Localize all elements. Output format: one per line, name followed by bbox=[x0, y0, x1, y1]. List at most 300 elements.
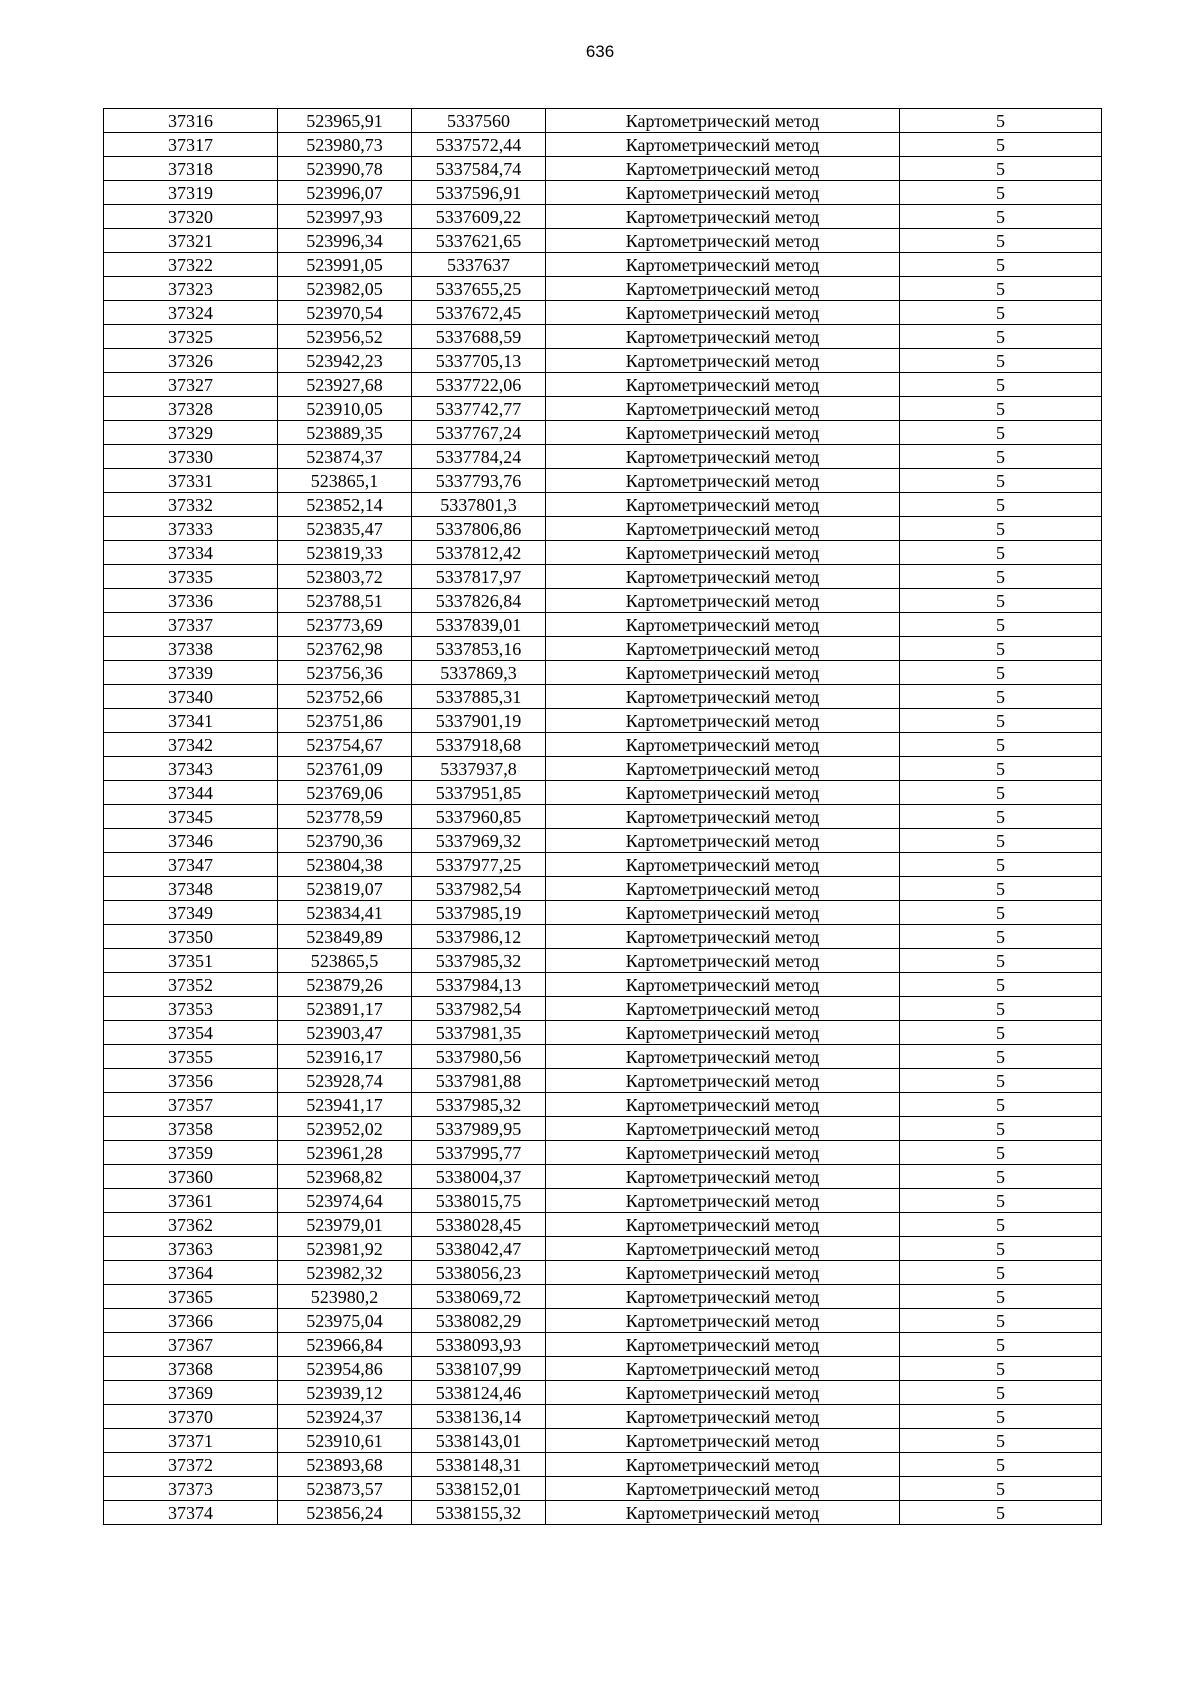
table-row bbox=[104, 1381, 1102, 1405]
y-coordinate-cell: 5337977,25 bbox=[412, 853, 546, 877]
point-number-cell: 37359 bbox=[104, 1141, 278, 1165]
accuracy-cell: 5 bbox=[900, 1381, 1102, 1405]
accuracy-cell: 5 bbox=[900, 565, 1102, 589]
table-row bbox=[104, 109, 1102, 133]
x-coordinate-cell: 523790,36 bbox=[278, 829, 412, 853]
y-coordinate-cell: 5337609,22 bbox=[412, 205, 546, 229]
accuracy-cell: 5 bbox=[900, 589, 1102, 613]
x-coordinate-cell: 523982,32 bbox=[278, 1261, 412, 1285]
y-coordinate-cell: 5338069,72 bbox=[412, 1285, 546, 1309]
method-cell: Картометрический метод bbox=[546, 877, 900, 901]
y-coordinate-cell: 5337984,13 bbox=[412, 973, 546, 997]
point-number-cell: 37331 bbox=[104, 469, 278, 493]
point-number-cell: 37366 bbox=[104, 1309, 278, 1333]
x-coordinate-cell: 523968,82 bbox=[278, 1165, 412, 1189]
y-coordinate-cell: 5337982,54 bbox=[412, 997, 546, 1021]
method-cell: Картометрический метод bbox=[546, 157, 900, 181]
accuracy-cell: 5 bbox=[900, 901, 1102, 925]
table-row bbox=[104, 1045, 1102, 1069]
accuracy-cell: 5 bbox=[900, 253, 1102, 277]
table-row bbox=[104, 301, 1102, 325]
point-number-cell: 37339 bbox=[104, 661, 278, 685]
table-row bbox=[104, 925, 1102, 949]
accuracy-cell: 5 bbox=[900, 1261, 1102, 1285]
accuracy-cell: 5 bbox=[900, 181, 1102, 205]
y-coordinate-cell: 5337885,31 bbox=[412, 685, 546, 709]
point-number-cell: 37327 bbox=[104, 373, 278, 397]
table-row bbox=[104, 1165, 1102, 1189]
method-cell: Картометрический метод bbox=[546, 421, 900, 445]
accuracy-cell: 5 bbox=[900, 301, 1102, 325]
table-row bbox=[104, 949, 1102, 973]
point-number-cell: 37356 bbox=[104, 1069, 278, 1093]
point-number-cell: 37346 bbox=[104, 829, 278, 853]
table-row bbox=[104, 1309, 1102, 1333]
accuracy-cell: 5 bbox=[900, 1069, 1102, 1093]
method-cell: Картометрический метод bbox=[546, 1117, 900, 1141]
method-cell: Картометрический метод bbox=[546, 1285, 900, 1309]
table-row bbox=[104, 901, 1102, 925]
x-coordinate-cell: 523762,98 bbox=[278, 637, 412, 661]
accuracy-cell: 5 bbox=[900, 493, 1102, 517]
table-row bbox=[104, 133, 1102, 157]
table-row bbox=[104, 1189, 1102, 1213]
x-coordinate-cell: 523819,07 bbox=[278, 877, 412, 901]
accuracy-cell: 5 bbox=[900, 1333, 1102, 1357]
coordinates-table bbox=[103, 108, 1102, 1525]
method-cell: Картометрический метод bbox=[546, 901, 900, 925]
table-row bbox=[104, 973, 1102, 997]
y-coordinate-cell: 5337801,3 bbox=[412, 493, 546, 517]
accuracy-cell: 5 bbox=[900, 421, 1102, 445]
x-coordinate-cell: 523769,06 bbox=[278, 781, 412, 805]
point-number-cell: 37322 bbox=[104, 253, 278, 277]
y-coordinate-cell: 5337688,59 bbox=[412, 325, 546, 349]
table-row bbox=[104, 445, 1102, 469]
method-cell: Картометрический метод bbox=[546, 1021, 900, 1045]
x-coordinate-cell: 523970,54 bbox=[278, 301, 412, 325]
method-cell: Картометрический метод bbox=[546, 229, 900, 253]
table-row bbox=[104, 1261, 1102, 1285]
accuracy-cell: 5 bbox=[900, 157, 1102, 181]
x-coordinate-cell: 523834,41 bbox=[278, 901, 412, 925]
point-number-cell: 37324 bbox=[104, 301, 278, 325]
point-number-cell: 37351 bbox=[104, 949, 278, 973]
point-number-cell: 37332 bbox=[104, 493, 278, 517]
method-cell: Картометрический метод bbox=[546, 733, 900, 757]
y-coordinate-cell: 5338093,93 bbox=[412, 1333, 546, 1357]
accuracy-cell: 5 bbox=[900, 133, 1102, 157]
point-number-cell: 37326 bbox=[104, 349, 278, 373]
table-row bbox=[104, 997, 1102, 1021]
method-cell: Картометрический метод bbox=[546, 205, 900, 229]
method-cell: Картометрический метод bbox=[546, 565, 900, 589]
accuracy-cell: 5 bbox=[900, 781, 1102, 805]
method-cell: Картометрический метод bbox=[546, 1453, 900, 1477]
accuracy-cell: 5 bbox=[900, 949, 1102, 973]
x-coordinate-cell: 523981,92 bbox=[278, 1237, 412, 1261]
table-row bbox=[104, 421, 1102, 445]
x-coordinate-cell: 523754,67 bbox=[278, 733, 412, 757]
table-row bbox=[104, 1021, 1102, 1045]
y-coordinate-cell: 5337767,24 bbox=[412, 421, 546, 445]
y-coordinate-cell: 5337621,65 bbox=[412, 229, 546, 253]
accuracy-cell: 5 bbox=[900, 1045, 1102, 1069]
y-coordinate-cell: 5337995,77 bbox=[412, 1141, 546, 1165]
y-coordinate-cell: 5337793,76 bbox=[412, 469, 546, 493]
method-cell: Картометрический метод bbox=[546, 109, 900, 133]
x-coordinate-cell: 523865,1 bbox=[278, 469, 412, 493]
x-coordinate-cell: 523835,47 bbox=[278, 517, 412, 541]
x-coordinate-cell: 523991,05 bbox=[278, 253, 412, 277]
y-coordinate-cell: 5337937,8 bbox=[412, 757, 546, 781]
table-row bbox=[104, 853, 1102, 877]
table-row bbox=[104, 757, 1102, 781]
x-coordinate-cell: 523856,24 bbox=[278, 1501, 412, 1525]
y-coordinate-cell: 5338124,46 bbox=[412, 1381, 546, 1405]
y-coordinate-cell: 5338148,31 bbox=[412, 1453, 546, 1477]
y-coordinate-cell: 5337722,06 bbox=[412, 373, 546, 397]
y-coordinate-cell: 5337982,54 bbox=[412, 877, 546, 901]
table-row bbox=[104, 1237, 1102, 1261]
point-number-cell: 37344 bbox=[104, 781, 278, 805]
accuracy-cell: 5 bbox=[900, 1453, 1102, 1477]
table-row bbox=[104, 637, 1102, 661]
accuracy-cell: 5 bbox=[900, 853, 1102, 877]
accuracy-cell: 5 bbox=[900, 373, 1102, 397]
accuracy-cell: 5 bbox=[900, 1189, 1102, 1213]
method-cell: Картометрический метод bbox=[546, 1093, 900, 1117]
y-coordinate-cell: 5338015,75 bbox=[412, 1189, 546, 1213]
table-row bbox=[104, 469, 1102, 493]
method-cell: Картометрический метод bbox=[546, 1429, 900, 1453]
method-cell: Картометрический метод bbox=[546, 997, 900, 1021]
x-coordinate-cell: 523773,69 bbox=[278, 613, 412, 637]
table-row bbox=[104, 397, 1102, 421]
method-cell: Картометрический метод bbox=[546, 925, 900, 949]
point-number-cell: 37347 bbox=[104, 853, 278, 877]
x-coordinate-cell: 523980,73 bbox=[278, 133, 412, 157]
table-row bbox=[104, 1117, 1102, 1141]
method-cell: Картометрический метод bbox=[546, 301, 900, 325]
accuracy-cell: 5 bbox=[900, 517, 1102, 541]
point-number-cell: 37367 bbox=[104, 1333, 278, 1357]
x-coordinate-cell: 523927,68 bbox=[278, 373, 412, 397]
accuracy-cell: 5 bbox=[900, 733, 1102, 757]
x-coordinate-cell: 523961,28 bbox=[278, 1141, 412, 1165]
x-coordinate-cell: 523874,37 bbox=[278, 445, 412, 469]
point-number-cell: 37352 bbox=[104, 973, 278, 997]
table-row bbox=[104, 541, 1102, 565]
method-cell: Картометрический метод bbox=[546, 1477, 900, 1501]
accuracy-cell: 5 bbox=[900, 1405, 1102, 1429]
x-coordinate-cell: 523788,51 bbox=[278, 589, 412, 613]
method-cell: Картометрический метод bbox=[546, 1405, 900, 1429]
x-coordinate-cell: 523910,05 bbox=[278, 397, 412, 421]
accuracy-cell: 5 bbox=[900, 829, 1102, 853]
table-row bbox=[104, 781, 1102, 805]
y-coordinate-cell: 5337981,35 bbox=[412, 1021, 546, 1045]
method-cell: Картометрический метод bbox=[546, 781, 900, 805]
accuracy-cell: 5 bbox=[900, 661, 1102, 685]
table-row bbox=[104, 181, 1102, 205]
point-number-cell: 37328 bbox=[104, 397, 278, 421]
point-number-cell: 37374 bbox=[104, 1501, 278, 1525]
y-coordinate-cell: 5337980,56 bbox=[412, 1045, 546, 1069]
point-number-cell: 37330 bbox=[104, 445, 278, 469]
y-coordinate-cell: 5337812,42 bbox=[412, 541, 546, 565]
y-coordinate-cell: 5338155,32 bbox=[412, 1501, 546, 1525]
x-coordinate-cell: 523804,38 bbox=[278, 853, 412, 877]
y-coordinate-cell: 5337901,19 bbox=[412, 709, 546, 733]
x-coordinate-cell: 523965,91 bbox=[278, 109, 412, 133]
point-number-cell: 37370 bbox=[104, 1405, 278, 1429]
y-coordinate-cell: 5337839,01 bbox=[412, 613, 546, 637]
y-coordinate-cell: 5337742,77 bbox=[412, 397, 546, 421]
table-row bbox=[104, 517, 1102, 541]
accuracy-cell: 5 bbox=[900, 1165, 1102, 1189]
method-cell: Картометрический метод bbox=[546, 1357, 900, 1381]
method-cell: Картометрический метод bbox=[546, 1189, 900, 1213]
accuracy-cell: 5 bbox=[900, 1309, 1102, 1333]
accuracy-cell: 5 bbox=[900, 997, 1102, 1021]
method-cell: Картометрический метод bbox=[546, 133, 900, 157]
y-coordinate-cell: 5338042,47 bbox=[412, 1237, 546, 1261]
x-coordinate-cell: 523849,89 bbox=[278, 925, 412, 949]
coordinates-table-body bbox=[104, 109, 1102, 1525]
table-row bbox=[104, 205, 1102, 229]
accuracy-cell: 5 bbox=[900, 1501, 1102, 1525]
method-cell: Картометрический метод bbox=[546, 349, 900, 373]
x-coordinate-cell: 523996,07 bbox=[278, 181, 412, 205]
point-number-cell: 37340 bbox=[104, 685, 278, 709]
accuracy-cell: 5 bbox=[900, 469, 1102, 493]
table-row bbox=[104, 733, 1102, 757]
accuracy-cell: 5 bbox=[900, 1117, 1102, 1141]
method-cell: Картометрический метод bbox=[546, 949, 900, 973]
method-cell: Картометрический метод bbox=[546, 829, 900, 853]
y-coordinate-cell: 5337989,95 bbox=[412, 1117, 546, 1141]
method-cell: Картометрический метод bbox=[546, 397, 900, 421]
x-coordinate-cell: 523974,64 bbox=[278, 1189, 412, 1213]
table-row bbox=[104, 325, 1102, 349]
method-cell: Картометрический метод bbox=[546, 373, 900, 397]
point-number-cell: 37320 bbox=[104, 205, 278, 229]
method-cell: Картометрический метод bbox=[546, 445, 900, 469]
y-coordinate-cell: 5337960,85 bbox=[412, 805, 546, 829]
point-number-cell: 37348 bbox=[104, 877, 278, 901]
x-coordinate-cell: 523903,47 bbox=[278, 1021, 412, 1045]
x-coordinate-cell: 523761,09 bbox=[278, 757, 412, 781]
y-coordinate-cell: 5338107,99 bbox=[412, 1357, 546, 1381]
method-cell: Картометрический метод bbox=[546, 589, 900, 613]
accuracy-cell: 5 bbox=[900, 397, 1102, 421]
accuracy-cell: 5 bbox=[900, 1477, 1102, 1501]
y-coordinate-cell: 5338136,14 bbox=[412, 1405, 546, 1429]
method-cell: Картометрический метод bbox=[546, 1045, 900, 1069]
table-row bbox=[104, 277, 1102, 301]
method-cell: Картометрический метод bbox=[546, 517, 900, 541]
x-coordinate-cell: 523996,34 bbox=[278, 229, 412, 253]
accuracy-cell: 5 bbox=[900, 1093, 1102, 1117]
accuracy-cell: 5 bbox=[900, 877, 1102, 901]
y-coordinate-cell: 5337637 bbox=[412, 253, 546, 277]
method-cell: Картометрический метод bbox=[546, 325, 900, 349]
x-coordinate-cell: 523928,74 bbox=[278, 1069, 412, 1093]
point-number-cell: 37364 bbox=[104, 1261, 278, 1285]
accuracy-cell: 5 bbox=[900, 1429, 1102, 1453]
y-coordinate-cell: 5337572,44 bbox=[412, 133, 546, 157]
method-cell: Картометрический метод bbox=[546, 853, 900, 877]
y-coordinate-cell: 5337826,84 bbox=[412, 589, 546, 613]
x-coordinate-cell: 523941,17 bbox=[278, 1093, 412, 1117]
x-coordinate-cell: 523891,17 bbox=[278, 997, 412, 1021]
x-coordinate-cell: 523924,37 bbox=[278, 1405, 412, 1429]
point-number-cell: 37372 bbox=[104, 1453, 278, 1477]
method-cell: Картометрический метод bbox=[546, 1381, 900, 1405]
point-number-cell: 37343 bbox=[104, 757, 278, 781]
y-coordinate-cell: 5337817,97 bbox=[412, 565, 546, 589]
table-row bbox=[104, 1357, 1102, 1381]
table-row bbox=[104, 661, 1102, 685]
table-row bbox=[104, 1405, 1102, 1429]
table-row bbox=[104, 253, 1102, 277]
y-coordinate-cell: 5337985,32 bbox=[412, 1093, 546, 1117]
point-number-cell: 37319 bbox=[104, 181, 278, 205]
x-coordinate-cell: 523756,36 bbox=[278, 661, 412, 685]
table-row bbox=[104, 157, 1102, 181]
y-coordinate-cell: 5338028,45 bbox=[412, 1213, 546, 1237]
point-number-cell: 37360 bbox=[104, 1165, 278, 1189]
method-cell: Картометрический метод bbox=[546, 1141, 900, 1165]
table-row bbox=[104, 709, 1102, 733]
accuracy-cell: 5 bbox=[900, 1357, 1102, 1381]
point-number-cell: 37321 bbox=[104, 229, 278, 253]
accuracy-cell: 5 bbox=[900, 1213, 1102, 1237]
table-row bbox=[104, 1429, 1102, 1453]
x-coordinate-cell: 523942,23 bbox=[278, 349, 412, 373]
x-coordinate-cell: 523980,2 bbox=[278, 1285, 412, 1309]
table-row bbox=[104, 373, 1102, 397]
method-cell: Картометрический метод bbox=[546, 685, 900, 709]
accuracy-cell: 5 bbox=[900, 205, 1102, 229]
x-coordinate-cell: 523889,35 bbox=[278, 421, 412, 445]
accuracy-cell: 5 bbox=[900, 349, 1102, 373]
y-coordinate-cell: 5338152,01 bbox=[412, 1477, 546, 1501]
accuracy-cell: 5 bbox=[900, 757, 1102, 781]
accuracy-cell: 5 bbox=[900, 1285, 1102, 1309]
y-coordinate-cell: 5337981,88 bbox=[412, 1069, 546, 1093]
point-number-cell: 37318 bbox=[104, 157, 278, 181]
method-cell: Картометрический метод bbox=[546, 253, 900, 277]
accuracy-cell: 5 bbox=[900, 805, 1102, 829]
point-number-cell: 37363 bbox=[104, 1237, 278, 1261]
point-number-cell: 37369 bbox=[104, 1381, 278, 1405]
table-row bbox=[104, 685, 1102, 709]
accuracy-cell: 5 bbox=[900, 973, 1102, 997]
x-coordinate-cell: 523865,5 bbox=[278, 949, 412, 973]
table-row bbox=[104, 1453, 1102, 1477]
accuracy-cell: 5 bbox=[900, 1021, 1102, 1045]
point-number-cell: 37358 bbox=[104, 1117, 278, 1141]
method-cell: Картометрический метод bbox=[546, 469, 900, 493]
point-number-cell: 37335 bbox=[104, 565, 278, 589]
x-coordinate-cell: 523979,01 bbox=[278, 1213, 412, 1237]
y-coordinate-cell: 5337985,19 bbox=[412, 901, 546, 925]
accuracy-cell: 5 bbox=[900, 1141, 1102, 1165]
method-cell: Картометрический метод bbox=[546, 1237, 900, 1261]
method-cell: Картометрический метод bbox=[546, 493, 900, 517]
x-coordinate-cell: 523956,52 bbox=[278, 325, 412, 349]
point-number-cell: 37334 bbox=[104, 541, 278, 565]
table-row bbox=[104, 613, 1102, 637]
accuracy-cell: 5 bbox=[900, 709, 1102, 733]
y-coordinate-cell: 5337806,86 bbox=[412, 517, 546, 541]
y-coordinate-cell: 5337584,74 bbox=[412, 157, 546, 181]
point-number-cell: 37342 bbox=[104, 733, 278, 757]
point-number-cell: 37317 bbox=[104, 133, 278, 157]
accuracy-cell: 5 bbox=[900, 277, 1102, 301]
x-coordinate-cell: 523852,14 bbox=[278, 493, 412, 517]
method-cell: Картометрический метод bbox=[546, 181, 900, 205]
y-coordinate-cell: 5337969,32 bbox=[412, 829, 546, 853]
x-coordinate-cell: 523910,61 bbox=[278, 1429, 412, 1453]
point-number-cell: 37341 bbox=[104, 709, 278, 733]
y-coordinate-cell: 5338004,37 bbox=[412, 1165, 546, 1189]
table-row bbox=[104, 877, 1102, 901]
table-row bbox=[104, 1501, 1102, 1525]
y-coordinate-cell: 5337951,85 bbox=[412, 781, 546, 805]
table-row bbox=[104, 829, 1102, 853]
accuracy-cell: 5 bbox=[900, 1237, 1102, 1261]
page-number: 636 bbox=[585, 42, 615, 61]
y-coordinate-cell: 5337705,13 bbox=[412, 349, 546, 373]
accuracy-cell: 5 bbox=[900, 925, 1102, 949]
table-row bbox=[104, 1285, 1102, 1309]
x-coordinate-cell: 523954,86 bbox=[278, 1357, 412, 1381]
accuracy-cell: 5 bbox=[900, 637, 1102, 661]
method-cell: Картометрический метод bbox=[546, 1165, 900, 1189]
table-row bbox=[104, 229, 1102, 253]
x-coordinate-cell: 523966,84 bbox=[278, 1333, 412, 1357]
method-cell: Картометрический метод bbox=[546, 709, 900, 733]
method-cell: Картометрический метод bbox=[546, 1261, 900, 1285]
accuracy-cell: 5 bbox=[900, 109, 1102, 133]
x-coordinate-cell: 523803,72 bbox=[278, 565, 412, 589]
table-row bbox=[104, 1069, 1102, 1093]
y-coordinate-cell: 5338056,23 bbox=[412, 1261, 546, 1285]
method-cell: Картометрический метод bbox=[546, 277, 900, 301]
x-coordinate-cell: 523873,57 bbox=[278, 1477, 412, 1501]
table-row bbox=[104, 1333, 1102, 1357]
point-number-cell: 37316 bbox=[104, 109, 278, 133]
table-row bbox=[104, 565, 1102, 589]
y-coordinate-cell: 5337985,32 bbox=[412, 949, 546, 973]
point-number-cell: 37329 bbox=[104, 421, 278, 445]
x-coordinate-cell: 523751,86 bbox=[278, 709, 412, 733]
table-row bbox=[104, 349, 1102, 373]
point-number-cell: 37353 bbox=[104, 997, 278, 1021]
x-coordinate-cell: 523916,17 bbox=[278, 1045, 412, 1069]
method-cell: Картометрический метод bbox=[546, 661, 900, 685]
point-number-cell: 37338 bbox=[104, 637, 278, 661]
table-row bbox=[104, 1477, 1102, 1501]
point-number-cell: 37336 bbox=[104, 589, 278, 613]
y-coordinate-cell: 5337596,91 bbox=[412, 181, 546, 205]
y-coordinate-cell: 5337655,25 bbox=[412, 277, 546, 301]
point-number-cell: 37373 bbox=[104, 1477, 278, 1501]
method-cell: Картометрический метод bbox=[546, 637, 900, 661]
